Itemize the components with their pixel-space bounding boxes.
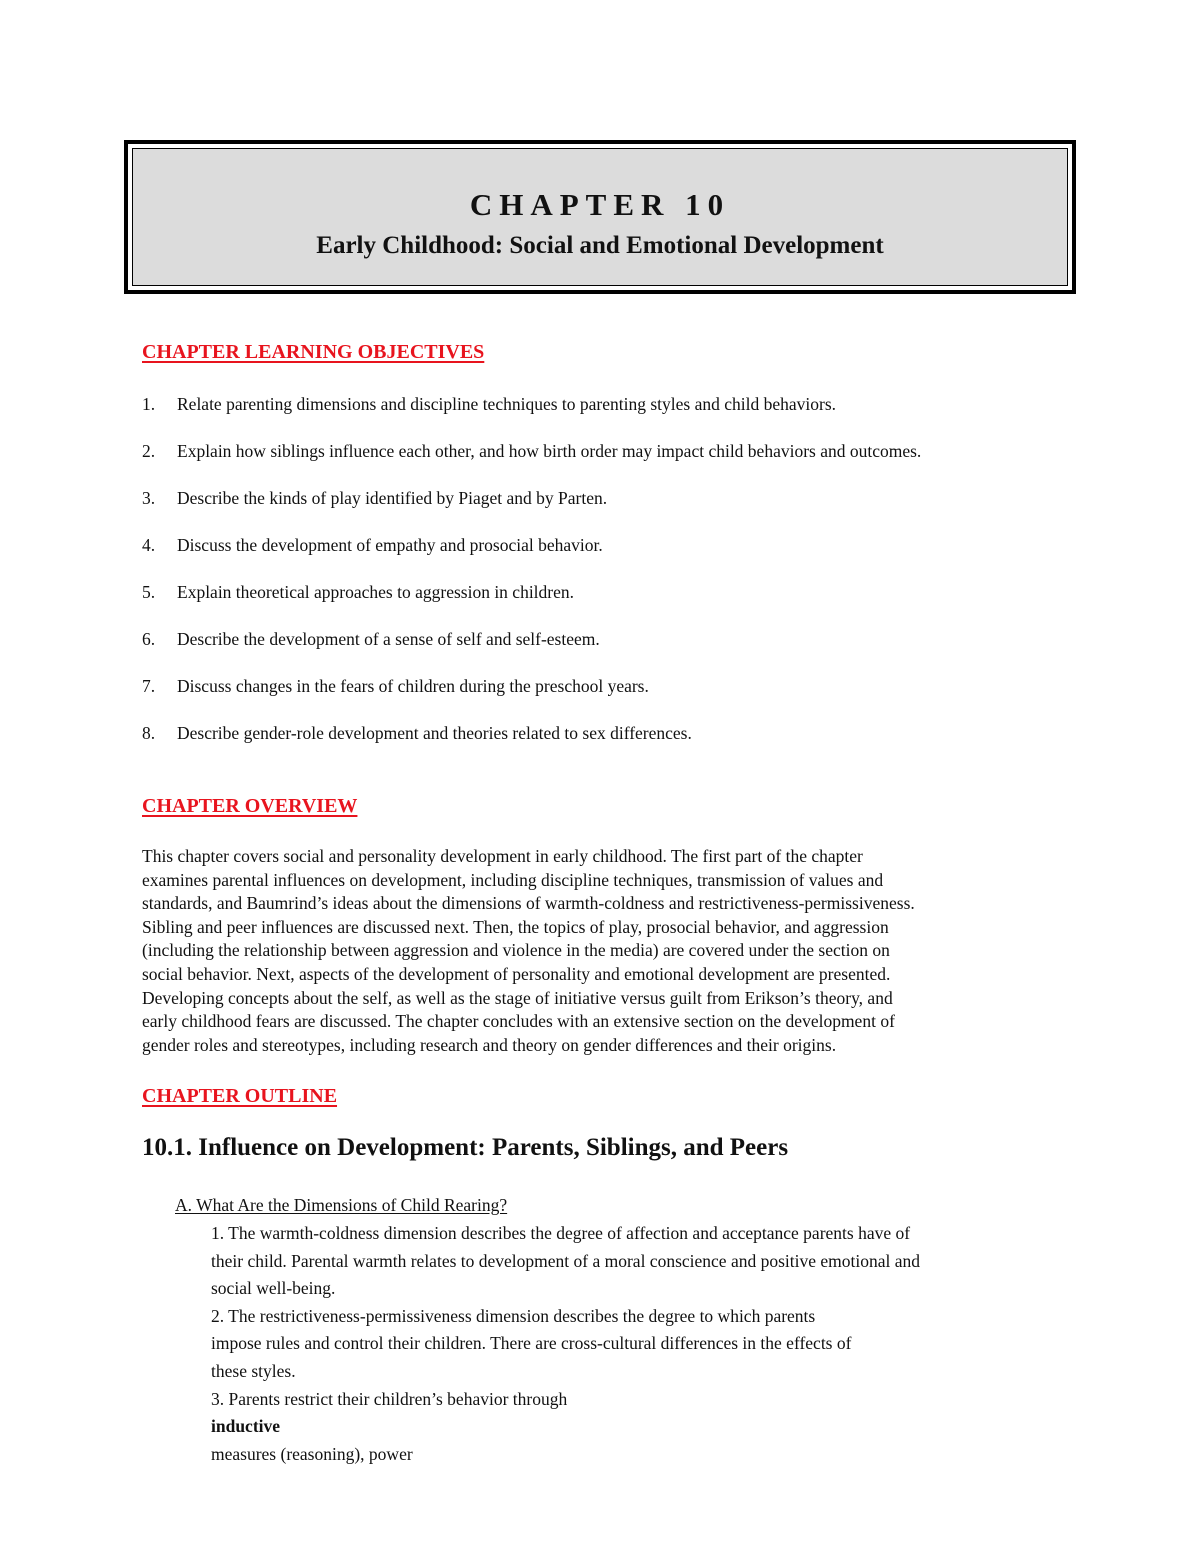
objective-number: 8. xyxy=(142,723,156,743)
objective-number: 5. xyxy=(142,582,156,602)
overview-line: standards, and Baumrind’s ideas about the dimensions of warmth-coldness and restrictiveness-permissiveness. xyxy=(142,893,915,914)
outline-line: impose rules and control their children. There are cross-cultural differences in the effects of xyxy=(211,1333,852,1354)
objectives-heading: CHAPTER LEARNING OBJECTIVES xyxy=(142,341,485,363)
objective-number: 2. xyxy=(142,441,156,461)
outline-line: these styles. xyxy=(211,1360,296,1381)
overview-line: early childhood fears are discussed. The chapter concludes with an extensive section on the development of xyxy=(142,1011,895,1032)
outline-line: 1. The warmth-coldness dimension describes the degree of affection and acceptance parents have of xyxy=(211,1223,911,1243)
chapter-title: Early Childhood: Social and Emotional Development xyxy=(316,232,884,259)
subsection-title: A. What Are the Dimensions of Child Rearing? xyxy=(175,1195,508,1215)
objective-item xyxy=(142,722,921,769)
objective-item xyxy=(142,487,921,534)
overview-line: social behavior. Next, aspects of the development of personality and emotional development are presented. xyxy=(142,963,891,984)
objectives-list xyxy=(142,393,921,769)
chapter-number: CHAPTER 10 xyxy=(469,187,731,222)
chapter-title-box-inner xyxy=(132,148,1068,286)
overview-paragraph xyxy=(142,845,1062,1057)
outline-line: their child. Parental warmth relates to development of a moral conscience and positive emotional and xyxy=(211,1250,920,1271)
objective-number: 7. xyxy=(142,676,156,696)
objective-text: Relate parenting dimensions and discipline techniques to parenting styles and child behaviors. xyxy=(177,394,837,414)
objective-text: Discuss changes in the fears of children during the preschool years. xyxy=(177,676,649,696)
inductive-term: inductive xyxy=(211,1416,281,1437)
objective-text: Describe the kinds of play identified by Piaget and by Parten. xyxy=(177,488,608,508)
outline-line: social well-being. xyxy=(211,1278,336,1299)
overview-line: examines parental influences on development, including discipline techniques, transmission of values and xyxy=(142,869,884,890)
objective-item xyxy=(142,393,921,440)
objective-item xyxy=(142,675,921,722)
chapter-title-box xyxy=(124,140,1076,294)
objective-text: Discuss the development of empathy and prosocial behavior. xyxy=(177,535,603,555)
outline-heading: CHAPTER OUTLINE xyxy=(142,1085,338,1107)
overview-line: This chapter covers social and personality development in early childhood. The first part of the chapter xyxy=(142,846,863,866)
section-title: 10.1. Influence on Development: Parents, Siblings, and Peers xyxy=(142,1134,789,1161)
overview-line: gender roles and stereotypes, including research and theory on gender differences and their origins. xyxy=(142,1034,837,1055)
objective-text: Explain how siblings influence each other, and how birth order may impact child behaviors and outcomes. xyxy=(177,441,922,461)
objective-item xyxy=(142,581,921,628)
objective-number: 6. xyxy=(142,629,156,649)
objective-number: 3. xyxy=(142,488,156,508)
objective-item xyxy=(142,534,921,581)
objective-text: Describe the development of a sense of self and self-esteem. xyxy=(177,629,600,649)
objective-text: Explain theoretical approaches to aggression in children. xyxy=(177,582,575,602)
outline-line-text: measures (reasoning), power xyxy=(211,1443,413,1464)
outline-body xyxy=(211,1220,920,1468)
objective-text: Describe gender-role development and theories related to sex differences. xyxy=(177,723,692,743)
outline-line-text: 3. Parents restrict their children’s behavior through xyxy=(211,1388,568,1409)
outline-line: 2. The restrictiveness-permissiveness dimension describes the degree to which parents xyxy=(211,1305,816,1326)
objective-item xyxy=(142,628,921,675)
objective-item xyxy=(142,440,921,487)
objective-number: 4. xyxy=(142,535,156,555)
outline-line-last xyxy=(211,1386,920,1469)
overview-heading: CHAPTER OVERVIEW xyxy=(142,795,358,817)
objective-number: 1. xyxy=(142,394,156,414)
overview-line: (including the relationship between aggression and violence in the media) are covered under the section on xyxy=(142,940,890,961)
overview-line: Developing concepts about the self, as well as the stage of initiative versus guilt from Erikson’s theory, and xyxy=(142,987,893,1008)
overview-line: Sibling and peer influences are discussed next. Then, the topics of play, prosocial behavior, and aggression xyxy=(142,916,889,937)
